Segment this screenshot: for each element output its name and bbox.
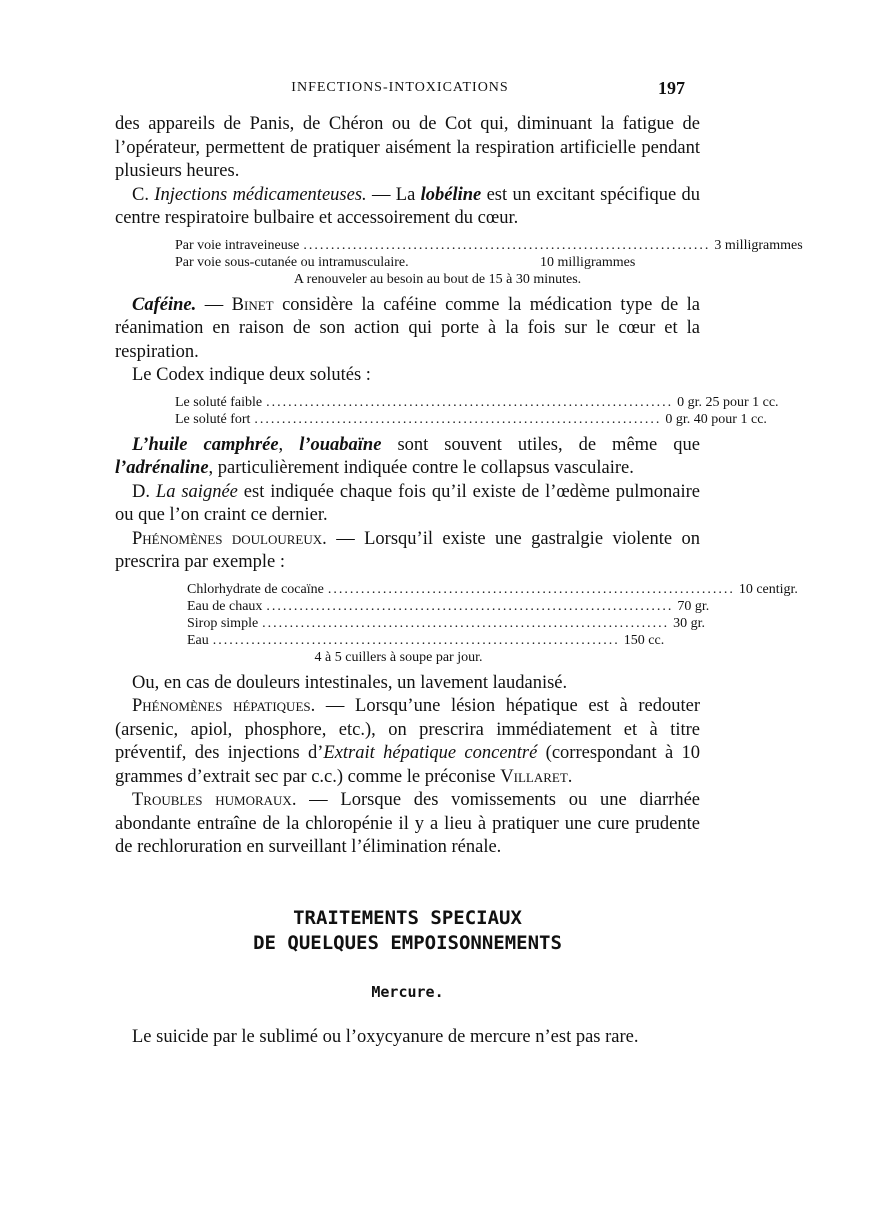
paragraph-injections: C. Injections médicamenteuses. — La lobéline est un excitant spécifique du centre respiratoire bulbaire et accessoirement du cœur. <box>115 184 700 228</box>
prescription-row: Le soluté faible .......................................................................... 0 gr. 25 pour 1 cc. <box>175 394 779 410</box>
term-extrait: Extrait hépatique concentré <box>323 743 538 763</box>
page-header <box>115 78 685 100</box>
paragraph: des appareils de Panis, de Chéron ou de Cot qui, diminuant la fatigue de l’opérateur, permettent de pratiquer aisément la respiration artificielle pendant plusieurs heures. <box>115 114 700 181</box>
paragraph-douloureux: Phénomènes douloureux. — Lorsqu’il existe une gastralgie violente on prescrira par exemple : <box>115 528 700 572</box>
paragraph-hepatiques: Phénomènes hépatiques. — Lorsqu’une lésion hépatique est à redouter (arsenic, apiol, phosphore, etc.), on prescrira immédiatement et à titre préventif, des injections d’Extrait hépatique concentré (correspondant à 10 grammes d’extrait sec par c.c.) comme le préconise Villaret. <box>115 696 700 787</box>
heading-humoraux: Troubles humoraux. <box>132 790 297 810</box>
heading-douloureux: Phénomènes douloureux. <box>132 528 327 549</box>
paragraph-huile: L’huile camphrée, l’ouabaïne sont souvent utiles, de même que l’adrénaline, particulièrement indiquée contre le collapsus vasculaire. <box>115 434 700 478</box>
paragraph-cafeine: Caféine. — Binet considère la caféine comme la médication type de la réanimation en raison de son action qui porte à la fois sur le cœur et la respiration. <box>115 294 701 362</box>
prescription-note: 4 à 5 cuillers à soupe par jour. <box>314 649 483 665</box>
prescription-row: Chlorhydrate de cocaïne .......................................................................... 10 centigr. <box>187 581 798 597</box>
term-lobeline: lobéline <box>420 184 482 205</box>
prescription-note: A renouveler au besoin au bout de 15 à 30 minutes. <box>293 271 582 287</box>
paragraph-codex: Le Codex indique deux solutés : <box>132 365 371 385</box>
prescription-row: Sirop simple .......................................................................... 30 gr. <box>187 615 706 631</box>
heading-injections: Injections médicamenteuses. <box>154 184 367 205</box>
heading-saignee: La saignée <box>155 481 238 502</box>
prescription-row: Eau de chaux .......................................................................... 70 gr. <box>187 598 710 614</box>
prescription-row: Par voie sous-cutanée ou intramusculaire. 10 milligrammes <box>175 254 636 270</box>
prescription-gastralgie <box>187 581 798 666</box>
subsection-heading: Mercure. <box>371 982 444 1001</box>
paragraph-mercure: Le suicide par le sublimé ou l’oxycyanure de mercure n’est pas rare. <box>132 1027 639 1047</box>
term-cafeine: Caféine. <box>132 294 197 315</box>
heading-hepatiques: Phénomènes hépatiques. <box>132 696 316 716</box>
prescription-solutes <box>175 394 779 428</box>
prescription-lobeline <box>175 237 803 288</box>
author-villaret: Villaret <box>500 766 568 787</box>
paragraph-lavement: Ou, en cas de douleurs intestinales, un lavement laudanisé. <box>132 672 568 693</box>
author-binet: Binet <box>231 294 274 315</box>
page-number: 197 <box>658 78 685 98</box>
page-body <box>115 113 803 1050</box>
running-title: INFECTIONS-INTOXICATIONS <box>291 80 509 95</box>
prescription-row: Le soluté fort .......................................................................... 0 gr. 40 pour 1 cc. <box>175 411 767 427</box>
prescription-row: Par voie intraveineuse .......................................................................... 3 milligrammes <box>175 237 803 253</box>
section-heading: TRAITEMENTS SPECIAUX DE QUELQUES EMPOISONNEMENTS <box>253 906 562 954</box>
paragraph-saignee: D. La saignée est indiquée chaque fois qu’il existe de l’œdème pulmonaire ou que l’on craint ce dernier. <box>115 481 700 525</box>
paragraph-humoraux: Troubles humoraux. — Lorsque des vomissements ou une diarrhée abondante entraîne de la chloropénie il y a lieu à pratiquer une cure prudente de rechloruration en surveillant l’élimination rénale. <box>115 790 700 857</box>
prescription-row: Eau .......................................................................... 150 cc. <box>187 632 665 648</box>
